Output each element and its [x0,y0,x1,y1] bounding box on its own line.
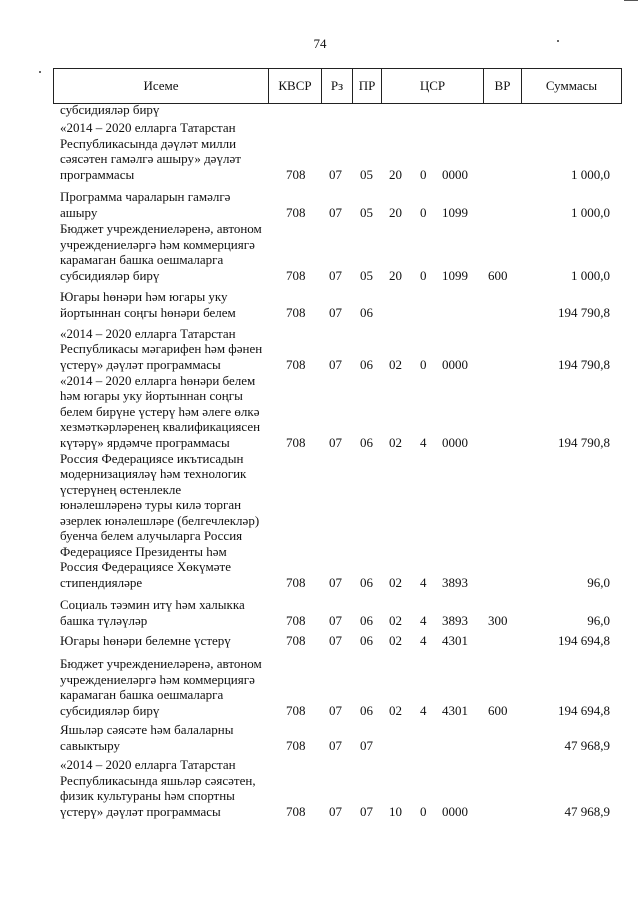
row-name-line: йортыннан соңгы һөнәри белем [60,304,236,320]
table-row [0,221,640,283]
table-row [0,757,640,819]
row-name-line: программасы [60,166,135,182]
sum-cell: 96,0 [587,575,610,590]
row-name-line: субсидияләр бирү [60,702,160,718]
rz-cell: 07 [329,268,342,283]
row-name-line: Программа чараларын гамәлгә [60,189,231,204]
row-name [60,722,264,753]
pr-cell: 06 [360,633,373,648]
row-name-line: карамаган башка оешмаларга [60,687,224,702]
table-row [0,633,640,649]
table-row [0,189,640,220]
rz-cell: 07 [329,167,342,182]
row-name [60,221,264,283]
pr-cell: 05 [360,268,373,283]
csr-item-cell: 0000 [442,435,468,450]
row-name [60,189,264,220]
column-header-kvsr: КВСР [269,69,322,103]
row-name [60,656,264,718]
pr-cell: 06 [360,435,373,450]
row-name-line: Югары һөнәри белемне үстерү [60,632,231,648]
row-name [60,451,264,591]
csr-program-cell: 02 [389,613,402,628]
row-name-line: савыктыру [60,737,120,753]
row-name-line: Федерациясе Президенты һәм [60,543,227,559]
row-name-line: карамаган башка оешмаларга [60,252,224,267]
row-name-line: әзерлек юнәлешләре (белгечлекләр) [60,512,260,528]
table-row [0,451,640,591]
csr-subprogram-cell: 0 [420,167,427,182]
csr-program-cell: 10 [389,804,402,819]
sum-cell: 96,0 [587,613,610,628]
page-number: 74 [313,36,327,51]
row-name-line: стипендияләре [60,574,143,590]
row-name-line: субсидияләр бирү [60,101,160,117]
row-name-line: субсидияләр бирү [60,267,160,283]
rz-cell: 07 [329,613,342,628]
csr-program-cell: 02 [389,435,402,450]
csr-program-cell: 02 [389,575,402,590]
kvsr-cell: 708 [286,357,306,372]
kvsr-cell: 708 [286,305,306,320]
csr-item-cell: 4301 [442,633,468,648]
row-name-line: физик культураны һәм спортны [60,788,235,803]
pr-cell: 06 [360,305,373,320]
pr-cell: 07 [360,804,373,819]
row-name-line: Бюджет учреждениеләренә, автоном [60,656,262,671]
kvsr-cell: 708 [286,703,306,718]
csr-subprogram-cell: 0 [420,268,427,283]
csr-subprogram-cell: 4 [420,435,427,450]
csr-subprogram-cell: 4 [420,613,427,628]
table-row [0,102,640,118]
sum-cell: 194 790,8 [558,357,610,372]
vr-cell: 600 [488,703,508,718]
csr-item-cell: 4301 [442,703,468,718]
row-name-line: һәм югары уку йортыннан соңгы [60,388,243,403]
rz-cell: 07 [329,575,342,590]
sum-cell: 1 000,0 [571,205,610,220]
rz-cell: 07 [329,435,342,450]
row-name-line: «2014 – 2020 елларга һөнәри белем [60,372,256,388]
rz-cell: 07 [329,205,342,220]
row-name-line: учреждениеләргә һәм коммерциягә [60,671,255,687]
row-name-line: Югары һөнәри һәм югары уку [60,289,228,304]
table-header [53,68,622,104]
table-row [0,656,640,718]
row-name-line: «2014 – 2020 елларга Татарстан [60,757,236,772]
row-name-line: башка түләүләр [60,612,148,628]
column-header-csr: ЦСР [382,69,484,103]
row-name-line: Республикасында дәүләт милли [60,135,237,151]
csr-item-cell: 0000 [442,357,468,372]
rz-cell: 07 [329,305,342,320]
row-name [60,289,264,320]
vr-cell: 300 [488,613,508,628]
row-name-line: «2014 – 2020 елларга Татарстан [60,120,236,135]
table-row [0,373,640,451]
row-name-line: Социаль тәэмин итү һәм халыкка [60,597,245,612]
row-name-line: үстерүнең өстенлекле [60,481,182,497]
row-name-line: учреждениеләргә һәм коммерциягә [60,236,255,252]
kvsr-cell: 708 [286,738,306,753]
rz-cell: 07 [329,633,342,648]
sum-cell: 1 000,0 [571,167,610,182]
row-name-line: белем бирүне үстерү һәм әлеге өлкә [60,403,260,419]
row-name [60,757,264,819]
sum-cell: 47 968,9 [564,804,610,819]
row-name-line: хезмәткәрләренең квалификациясен [60,419,261,434]
scan-corner-mark [624,0,638,1]
sum-cell: 194 790,8 [558,305,610,320]
kvsr-cell: 708 [286,575,306,590]
rz-cell: 07 [329,804,342,819]
row-name-line: «2014 – 2020 елларга Татарстан [60,325,236,341]
row-name-line: күтәрү» ярдәмче программасы [60,434,230,450]
kvsr-cell: 708 [286,804,306,819]
pr-cell: 07 [360,738,373,753]
sum-cell: 194 790,8 [558,435,610,450]
row-name [60,120,264,182]
csr-subprogram-cell: 0 [420,205,427,220]
table-row [0,289,640,320]
pr-cell: 06 [360,613,373,628]
row-name [60,597,264,628]
column-header-rz: Рз [322,69,353,103]
row-name-line: буенча белем алучыларга Россия [60,528,243,543]
kvsr-cell: 708 [286,613,306,628]
row-name-line: Республикасында яшьләр сәясәтен, [60,772,256,788]
row-name-line: Бюджет учреждениеләренә, автоном [60,221,262,236]
csr-item-cell: 1099 [442,205,468,220]
row-name [60,373,264,451]
csr-program-cell: 02 [389,357,402,372]
table-row [0,326,640,373]
rz-cell: 07 [329,357,342,372]
column-header-vr: ВР [484,69,522,103]
kvsr-cell: 708 [286,435,306,450]
row-name-line: юнәлешләренә туры килә торган [60,497,242,512]
csr-subprogram-cell: 4 [420,575,427,590]
kvsr-cell: 708 [286,633,306,648]
row-name [60,633,264,649]
row-name-line: Россия Федерациясе Хөкүмәте [60,559,231,574]
csr-program-cell: 20 [389,268,402,283]
pr-cell: 06 [360,703,373,718]
rz-cell: 07 [329,703,342,718]
csr-item-cell: 3893 [442,575,468,590]
row-name [60,102,264,118]
row-name-line: модернизацияләү һәм технологик [60,466,247,481]
table-row [0,120,640,182]
row-name-line: Россия Федерациясе икътисадын [60,450,244,466]
pr-cell: 06 [360,357,373,372]
csr-program-cell: 20 [389,205,402,220]
scan-speck [39,71,41,73]
column-header-sum: Суммасы [545,78,598,93]
csr-program-cell: 02 [389,703,402,718]
pr-cell: 05 [360,167,373,182]
pr-cell: 05 [360,205,373,220]
rz-cell: 07 [329,738,342,753]
csr-item-cell: 0000 [442,167,468,182]
row-name-line: ашыру [60,204,98,220]
row-name-line: үстерү» дәүләт программасы [60,356,221,372]
row-name-line: Яшьләр сәясәте һәм балаларны [60,722,234,737]
table-row [0,722,640,753]
csr-subprogram-cell: 4 [420,633,427,648]
kvsr-cell: 708 [286,268,306,283]
pr-cell: 06 [360,575,373,590]
kvsr-cell: 708 [286,205,306,220]
vr-cell: 600 [488,268,508,283]
csr-subprogram-cell: 4 [420,703,427,718]
kvsr-cell: 708 [286,167,306,182]
sum-cell: 194 694,8 [558,703,610,718]
csr-item-cell: 1099 [442,268,468,283]
row-name [60,326,264,373]
csr-subprogram-cell: 0 [420,804,427,819]
csr-item-cell: 3893 [442,613,468,628]
row-name-line: сәясәтен гамәлгә ашыру» дәүләт [60,151,241,166]
csr-item-cell: 0000 [442,804,468,819]
row-name-line: Республикасы мәгарифен һәм фәнен [60,341,263,356]
row-name-line: үстерү» дәүләт программасы [60,803,221,819]
column-header-name: Исеме [54,69,269,103]
sum-cell: 47 968,9 [564,738,610,753]
sum-cell: 194 694,8 [558,633,610,648]
csr-subprogram-cell: 0 [420,357,427,372]
table-row [0,597,640,628]
csr-program-cell: 02 [389,633,402,648]
column-header-pr: ПР [353,69,382,103]
csr-program-cell: 20 [389,167,402,182]
sum-cell: 1 000,0 [571,268,610,283]
